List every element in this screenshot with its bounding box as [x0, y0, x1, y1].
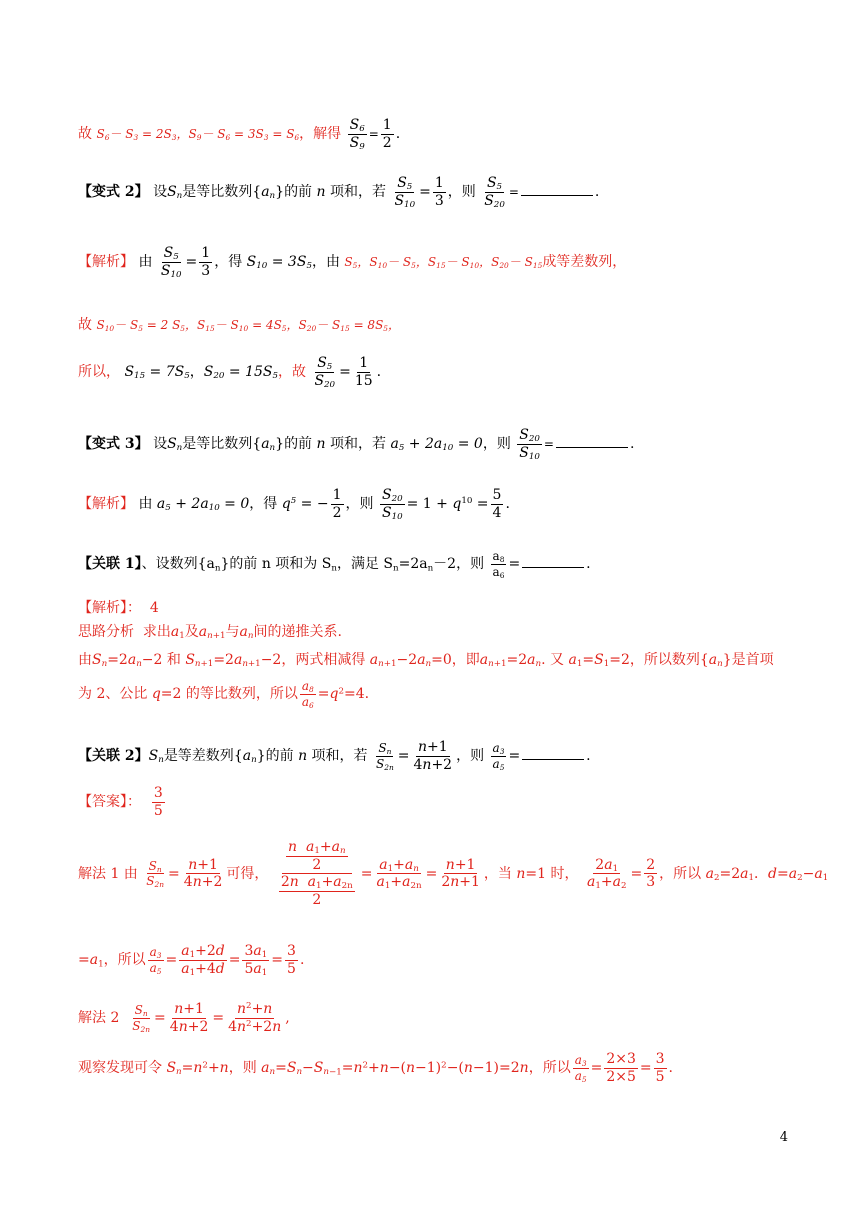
analysis-line-4: 故 $S_{10}- S_5 = 2$ $S_5$，$S_{15}- S_{10} = 4S_5$，$S_{20}- S_{15} = 8S_5$，	[78, 317, 401, 333]
variant-3-question: 【变式 3】 设$S_n$是等比数列$\{a_n\}$的前 n 项和，若 $a_5 + 2a_{10} = 0$，则 $\frac{S_{20}}{S_{10}}$ = .	[78, 427, 635, 462]
answer-blank	[522, 759, 584, 760]
analysis-line-5: 所以， $S_{15} = 7S_5$，$S_{20} = 15S_5$，故 $\frac{S_5}{S_{20}}$ = $\frac{1}{15}$ .	[78, 355, 382, 390]
method-2-observation: 观察发现可令 $S_n=n^2+n$，则 $a_n=S_n-S_{n-1}=n^2+n-(n-1)^2-(n-1)=2n$，所以 $\frac{a_3}{a_5}$ = $\frac{2\times 3}{2\times 5}$ = $\frac{3}{5}$ .	[78, 1051, 673, 1085]
method-2-line: 解法 2 $\frac{S_n}{S_{2n}}$ = $\frac{n+1}{4n+2}$ = $\frac{n^2+n}{4n^2+2n}$ ,	[78, 1001, 290, 1035]
related-1-conclusion: 为 2、公比 q=2 的等比数列，所以 $\frac{a_8}{a_6}$ $=q^2=4$.	[78, 679, 370, 710]
page-number: 4	[779, 1130, 788, 1145]
related-2-question: 【关联 2】$S_n$是等差数列$\{a_n\}$的前 n 项和，若 $\frac{S_n}{S_{2n}}$ = $\frac{n+1}{4n+2}$ ，则 $\frac{a_3}{a_5}$ = .	[78, 739, 591, 773]
related-1-idea: 思路分析 求出$a_1$及$a_{n+1}$与$a_n$间的递推关系.	[78, 624, 342, 642]
related-1-derivation: 由$S_n=2a_n-2$ 和 $S_{n+1}=2a_{n+1}-2$，两式相减得 $a_{n+1}-2a_n=0$，即$a_{n+1}=2a_n$. 又 $a_1=S_1=2$，所以数列$\{a_n\}$是首项	[78, 652, 774, 670]
related-2-answer: 【答案】： $\frac{3}{5}$	[78, 785, 163, 819]
related-1-question: 【关联 1】、设数列$\{a_n\}$的前 n 项和为 $S_n$，满足 $S_n=2a_n-2$，则 $\frac{a_8}{a_6}$ = .	[78, 549, 591, 580]
answer-blank	[522, 567, 584, 568]
answer-blank	[521, 195, 593, 196]
method-1-line-1: 解法 1 由 $\frac{S_n}{S_{2n}}$ = $\frac{n+1}{4n+2}$ 可得， $\frac{\frac{n a_1+a_n}{2}}{\frac{2n a_1+a_{2n}}{2}}$ = $\frac{a_1+a_n}{a_1+a_{2n}}$ = $\frac{n+1}{2n+1}$ ，当 n=1 时， $\frac{2a_1}{a_1+a_2}$ = $\frac{2}{3}$ ，所以 $a_2=2a_1$．$d=a_2-a_1$	[78, 839, 829, 909]
method-1-line-2: $=a_1$，所以 $\frac{a_3}{a_5}$ = $\frac{a_1+2d}{a_1+4d}$ = $\frac{3a_1}{5a_1}$ = $\frac{3}{5}$ .	[78, 943, 305, 978]
solution-tail-line: 故 $S_6- S_3 = 2S_3$，$S_9- S_6 = 3S_3 = S_6$，解得 $\frac{S_6}{S_9}$ = $\frac{1}{2}$ .	[78, 117, 401, 152]
related-1-answer: 【解析】： 4	[78, 600, 159, 616]
answer-blank	[556, 447, 628, 448]
variant-3-analysis: 【解析】 由 $a_5 + 2a_{10} = 0$，得 $q^5$ = − $\frac{1}{2}$ ，则 $\frac{S_{20}}{S_{10}}$ = $1 + q^{10}$ = $\frac{5}{4}$ .	[78, 487, 510, 522]
variant-2-question: 【变式 2】 设$S_n$是等比数列$\{a_n\}$的前 n 项和，若 $\frac{S_5}{S_{10}}$ = $\frac{1}{3}$ ，则 $\frac{S_5}{S_{20}}$ = .	[78, 175, 600, 210]
variant-2-analysis: 【解析】 由 $\frac{S_5}{S_{10}}$ = $\frac{1}{3}$ ，得 $S_{10} = 3S_5$，由 $S_5$，$S_{10}- S_5$，$S_{15}- S_{10}$，$S_{20}- S_{15}$成等差数列，	[78, 245, 627, 280]
